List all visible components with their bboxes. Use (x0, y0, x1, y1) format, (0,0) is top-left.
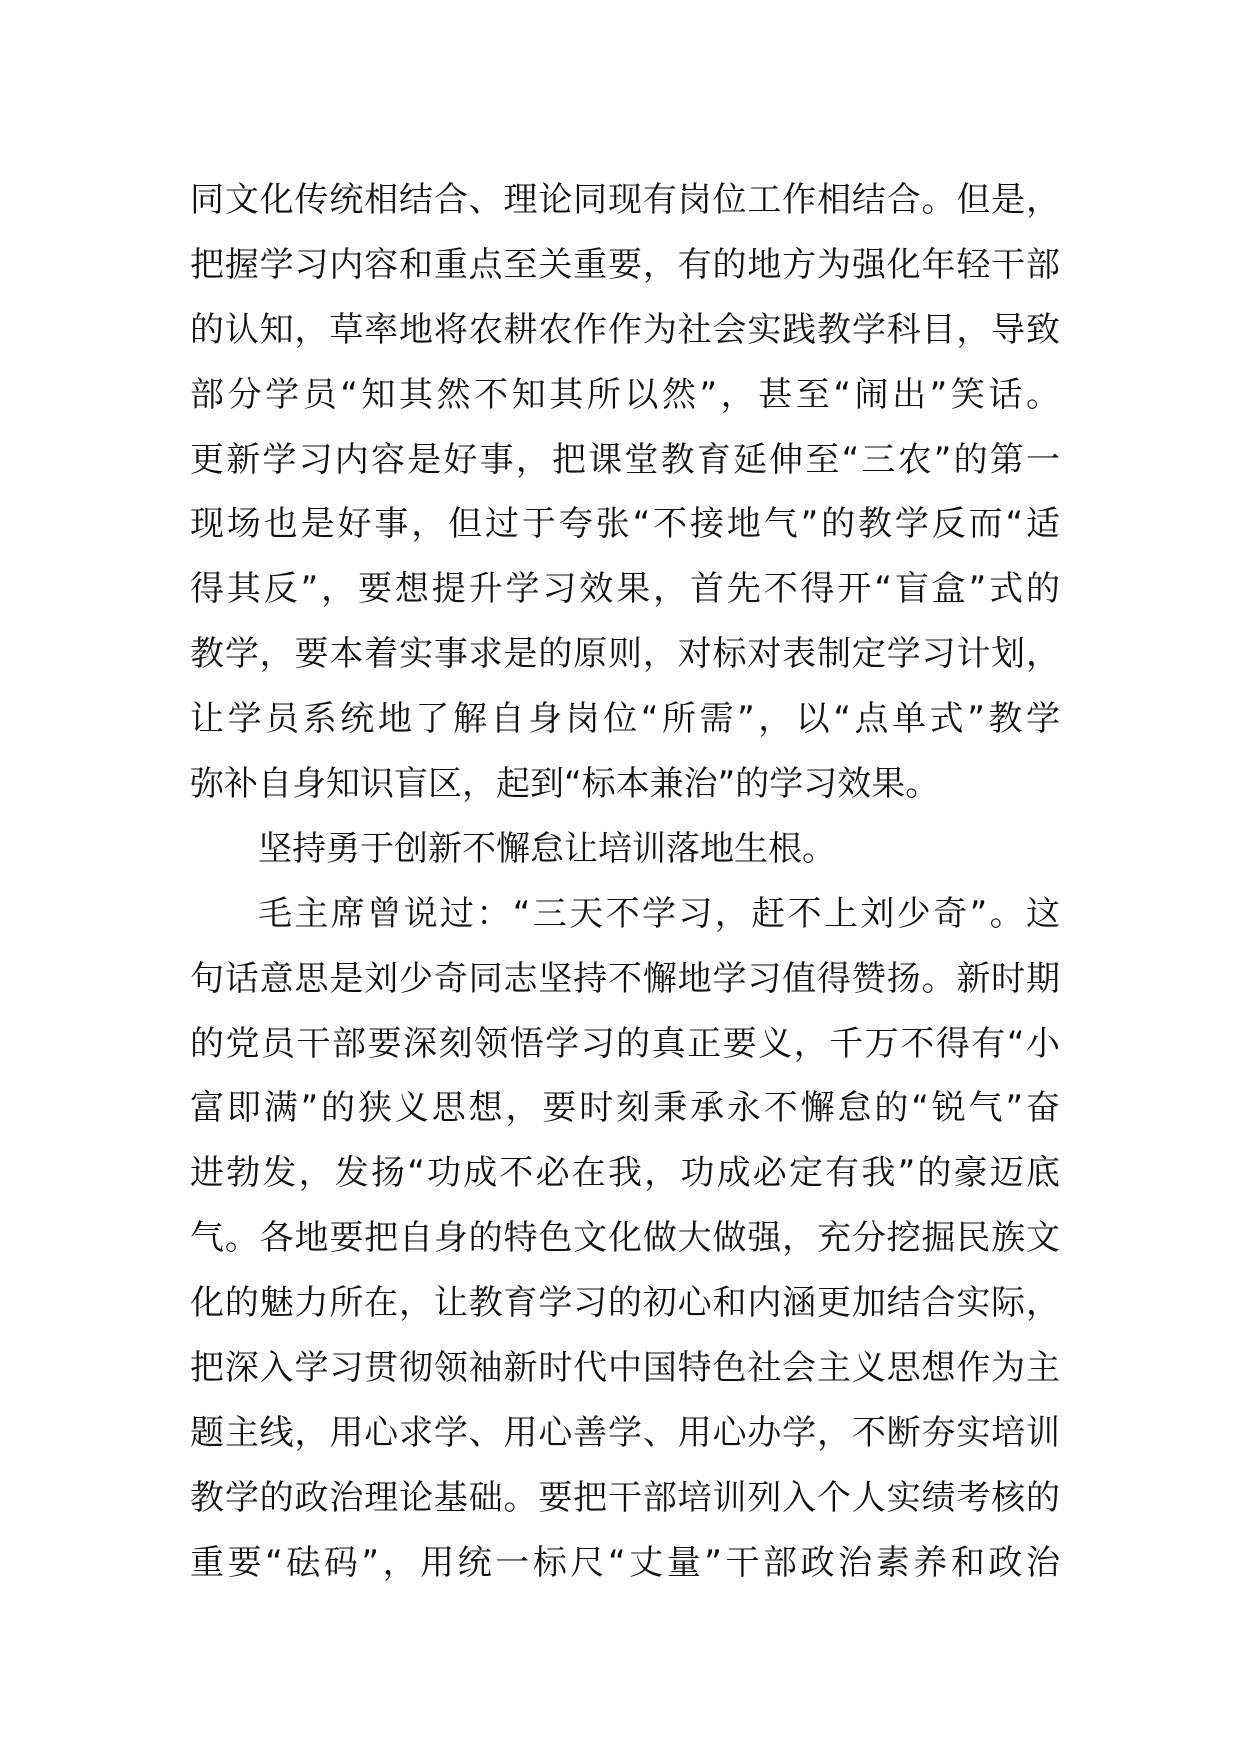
text-line: 重要“砝码”，用统一标尺“丈量”干部政治素养和政治 (190, 1542, 1060, 1583)
text-line: 把握学习内容和重点至关重要，有的地方为强化年轻干部 (190, 244, 1060, 285)
text-line: 进勃发，发扬“功成不必在我，功成必定有我”的豪迈底 (190, 1153, 1060, 1194)
text-line: 富即满”的狭义思想，要时刻秉承永不懈怠的“锐气”奋 (190, 1088, 1060, 1129)
document-body (190, 168, 1060, 1596)
text-line: 部分学员“知其然不知其所以然”，甚至“闹出”笑话。 (190, 374, 1060, 415)
text-line: 让学员系统地了解自身岗位“所需”，以“点单式”教学 (190, 699, 1060, 740)
text-line: 毛主席曾说过：“三天不学习，赶不上刘少奇”。这 (258, 893, 1060, 934)
text-line: 气。各地要把自身的特色文化做大做强，充分挖掘民族文 (190, 1218, 1060, 1259)
text-line: 题主线，用心求学、用心善学、用心办学，不断夯实培训 (190, 1412, 1060, 1453)
text-line: 现场也是好事，但过于夸张“不接地气”的教学反而“适 (190, 504, 1060, 545)
text-line: 的党员干部要深刻领悟学习的真正要义，千万不得有“小 (190, 1023, 1060, 1064)
text-line: 化的魅力所在，让教育学习的初心和内涵更加结合实际， (190, 1283, 1060, 1324)
text-line: 教学的政治理论基础。要把干部培训列入个人实绩考核的 (190, 1477, 1060, 1518)
text-line: 句话意思是刘少奇同志坚持不懈地学习值得赞扬。新时期 (190, 958, 1060, 999)
text-line: 得其反”，要想提升学习效果，首先不得开“盲盒”式的 (190, 569, 1060, 610)
text-line: 更新学习内容是好事，把课堂教育延伸至“三农”的第一 (190, 439, 1060, 480)
text-line: 的认知，草率地将农耕农作作为社会实践教学科目，导致 (190, 309, 1060, 350)
text-line: 教学，要本着实事求是的原则，对标对表制定学习计划， (190, 634, 1060, 675)
section-heading: 坚持勇于创新不懈怠让培训落地生根。 (258, 828, 836, 869)
text-line: 把深入学习贯彻领袖新时代中国特色社会主义思想作为主 (190, 1348, 1060, 1389)
text-line: 同文化传统相结合、理论同现有岗位工作相结合。但是， (190, 180, 1060, 220)
text-line: 弥补自身知识盲区，起到“标本兼治”的学习效果。 (190, 764, 940, 805)
